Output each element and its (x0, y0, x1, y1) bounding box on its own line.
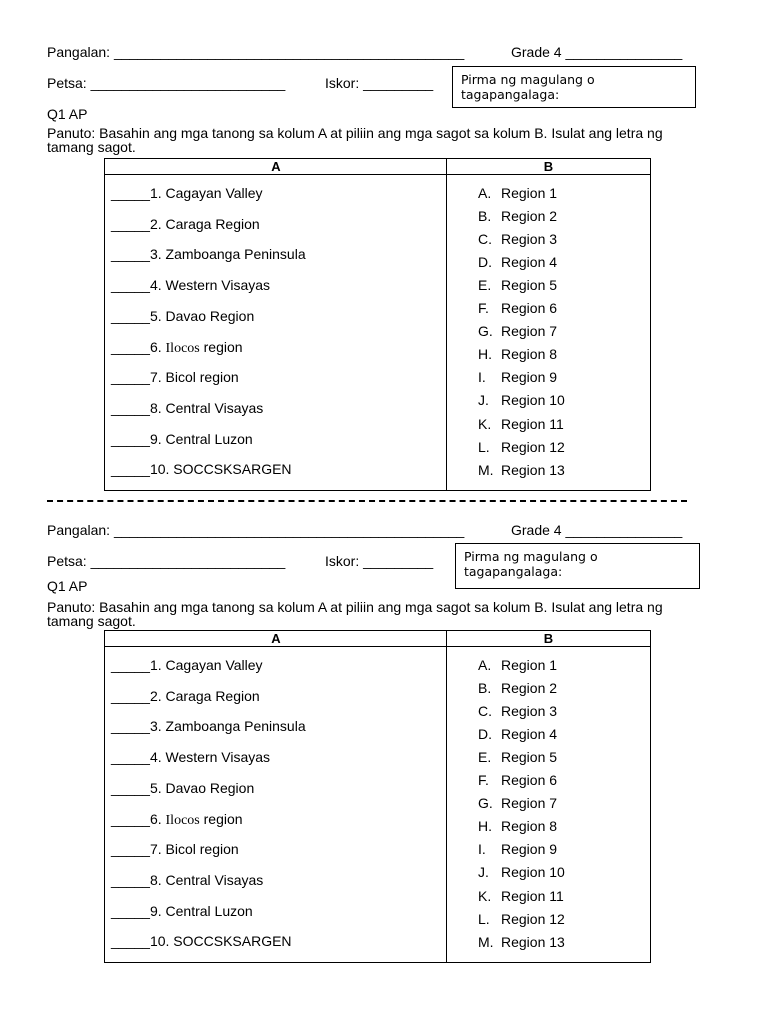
question-item[interactable]: _____7. Bicol region (111, 369, 239, 385)
choice-item: E. Region 5 (478, 749, 558, 765)
choice-item: B. Region 2 (478, 680, 558, 696)
choice-item: G. Region 7 (478, 795, 558, 811)
grade-field[interactable]: Grade 4 _______________ (511, 44, 683, 60)
cut-line-divider (47, 500, 687, 502)
choice-item: H. Region 8 (478, 818, 558, 834)
name-field[interactable]: Pangalan: _____________________________________________ (47, 522, 465, 538)
question-item[interactable]: _____10. SOCCSKSARGEN (111, 461, 292, 477)
question-item[interactable]: _____3. Zamboanga Peninsula (111, 718, 306, 734)
question-item[interactable]: _____3. Zamboanga Peninsula (111, 246, 306, 262)
choice-item: J. Region 10 (478, 392, 565, 408)
column-divider (446, 159, 447, 490)
signature-box[interactable] (455, 543, 700, 589)
column-divider (446, 631, 447, 962)
matching-table (104, 630, 651, 963)
question-item[interactable]: _____2. Caraga Region (111, 688, 260, 704)
question-item[interactable]: _____9. Central Luzon (111, 903, 253, 919)
name-field[interactable]: Pangalan: _____________________________________________ (47, 44, 465, 60)
choice-item: L. Region 12 (478, 439, 565, 455)
signature-label: Pirma ng magulang o tagapangalaga: (464, 549, 598, 579)
subject-label: Q1 AP (47, 578, 88, 594)
question-item[interactable]: _____8. Central Visayas (111, 872, 264, 888)
instructions: Panuto: Basahin ang mga tanong sa kolum A at piliin ang mga sagot sa kolum B. Isulat ang letra ng tamang sagot. (47, 125, 663, 155)
date-field[interactable]: Petsa: _________________________ (47, 75, 286, 91)
choice-item: B. Region 2 (478, 208, 558, 224)
choice-item: A. Region 1 (478, 657, 558, 673)
choice-item: I. Region 9 (478, 841, 558, 857)
column-a-header: A (271, 631, 281, 646)
date-field[interactable]: Petsa: _________________________ (47, 553, 286, 569)
column-b-header: B (543, 631, 554, 646)
question-item[interactable]: _____10. SOCCSKSARGEN (111, 933, 292, 949)
score-field[interactable]: Iskor: _________ (325, 553, 434, 569)
question-item[interactable]: _____4. Western Visayas (111, 277, 271, 293)
choice-item: F. Region 6 (478, 300, 558, 316)
question-item[interactable]: _____6. Ilocos region (111, 339, 243, 356)
grade-field[interactable]: Grade 4 _______________ (511, 522, 683, 538)
signature-label: Pirma ng magulang o tagapangalaga: (461, 72, 595, 102)
matching-table (104, 158, 651, 491)
choice-item: H. Region 8 (478, 346, 558, 362)
choice-item: K. Region 11 (478, 416, 564, 432)
table-header (105, 631, 650, 647)
choice-item: M. Region 13 (478, 462, 565, 478)
question-item[interactable]: _____5. Davao Region (111, 780, 255, 796)
table-header (105, 159, 650, 175)
column-b-header: B (543, 159, 554, 174)
question-item[interactable]: _____6. Ilocos region (111, 811, 243, 828)
subject-label: Q1 AP (47, 106, 88, 122)
choice-item: L. Region 12 (478, 911, 565, 927)
question-item[interactable]: _____1. Cagayan Valley (111, 185, 263, 201)
signature-box[interactable] (452, 66, 696, 108)
choice-item: E. Region 5 (478, 277, 558, 293)
instructions: Panuto: Basahin ang mga tanong sa kolum A at piliin ang mga sagot sa kolum B. Isulat ang letra ng tamang sagot. (47, 599, 663, 629)
score-field[interactable]: Iskor: _________ (325, 75, 434, 91)
choice-item: C. Region 3 (478, 231, 558, 247)
question-item[interactable]: _____5. Davao Region (111, 308, 255, 324)
question-item[interactable]: _____9. Central Luzon (111, 431, 253, 447)
choice-item: C. Region 3 (478, 703, 558, 719)
choice-item: G. Region 7 (478, 323, 558, 339)
column-a-header: A (271, 159, 281, 174)
question-item[interactable]: _____7. Bicol region (111, 841, 239, 857)
choice-item: F. Region 6 (478, 772, 558, 788)
choice-item: D. Region 4 (478, 726, 558, 742)
question-item[interactable]: _____4. Western Visayas (111, 749, 271, 765)
choice-item: M. Region 13 (478, 934, 565, 950)
choice-item: K. Region 11 (478, 888, 564, 904)
choice-item: I. Region 9 (478, 369, 558, 385)
choice-item: D. Region 4 (478, 254, 558, 270)
choice-item: A. Region 1 (478, 185, 558, 201)
question-item[interactable]: _____2. Caraga Region (111, 216, 260, 232)
question-item[interactable]: _____8. Central Visayas (111, 400, 264, 416)
question-item[interactable]: _____1. Cagayan Valley (111, 657, 263, 673)
choice-item: J. Region 10 (478, 864, 565, 880)
